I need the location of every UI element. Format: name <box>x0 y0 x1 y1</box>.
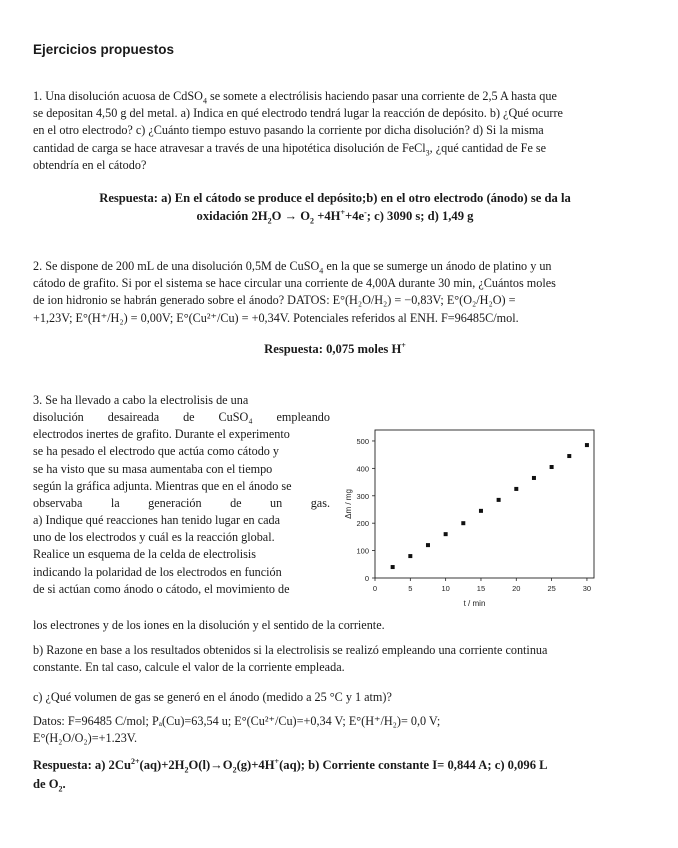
y-axis-label: Δm / mg <box>344 489 353 519</box>
y-tick-label: 400 <box>356 464 369 474</box>
exercise-3-line: observaba la generación de un gas. <box>33 495 330 510</box>
exercise-1-answer: Respuesta: a) En el cátodo se produce el depósito;b) en el otro electrodo (ánodo) se da la oxidación $2H_2O \to O_2 +4H^++4e^-$; c) 3090 s; d) 1,49 g <box>99 191 571 226</box>
y-tick-label: 100 <box>356 546 369 556</box>
data-point <box>497 498 501 502</box>
exercise-3-line: 3. Se ha llevado a cabo la electrolisis de una <box>33 393 249 407</box>
exercise-3-line: se ha pesado el electrodo que actúa como cátodo y <box>33 444 280 459</box>
data-point <box>514 487 518 491</box>
data-point <box>391 565 395 569</box>
x-tick-label: 20 <box>512 584 521 593</box>
section-heading: Ejercicios propuestos <box>33 42 175 57</box>
exercise-3-intro <box>33 392 330 598</box>
exercise-3-line: uno de los electrodos y cuál es la reacción global. <box>33 530 275 545</box>
exercise-3-line: a) Indique qué reacciones han tenido lugar en cada <box>33 513 281 528</box>
data-point <box>426 543 430 547</box>
x-tick-label: 10 <box>441 584 450 593</box>
exercise-3-answer: Respuesta: a) $2Cu^{2+}(aq)+2H_2O(l)\to O_2(g)+4H^+(aq)$; b) Corriente constante I= 0,844 A; c) 0,096 L de $O_2$. <box>33 756 548 794</box>
exercise-3-line: se ha visto que su masa aumentaba con el tiempo <box>33 461 273 476</box>
y-tick-label: 300 <box>356 491 369 501</box>
exercise-3-line: Realice un esquema de la celda de electrolisis <box>33 547 256 562</box>
exercise-3-line: de si actúan como ánodo o cátodo, el movimiento de <box>33 581 290 596</box>
exercise-3-continuation: los electrones y de los iones en la disolución y el sentido de la corriente. <box>33 618 385 632</box>
data-point <box>408 554 412 558</box>
x-tick-label: 30 <box>582 584 592 593</box>
exercise-3-part-c: c) ¿Qué volumen de gas se generó en el ánodo (medido a 25 °C y 1 atm)? <box>33 690 392 704</box>
x-tick-label: 0 <box>372 584 378 593</box>
x-tick-label: 5 <box>408 584 413 593</box>
x-tick-label: 25 <box>547 584 556 593</box>
exercise-2-statement: 2. Se dispone de 200 mL de una disolución 0,5M de CuSO$_4$ en la que se sumerge un ánodo de platino y un cátodo de grafito. Si por el sistema se hace circular una corriente de 4,00A durante 30 min, ¿Cuántos moles de ion hidronio se habrán generado sobre el ánodo? DATOS: E°(H₂O/H₂) = −0,83V; E°(O₂/H₂O) = +1,23V; E°(H⁺/H₂) = 0,00V; E°(Cu²⁺/Cu) = +0,34V. Potenciales referidos al ENH. F=96485C/mol. <box>33 259 556 325</box>
y-tick-label: 0 <box>364 574 369 583</box>
data-point <box>444 532 448 536</box>
mass-vs-time-chart <box>338 422 600 612</box>
exercise-3-part-b: b) Razone en base a los resultados obtenidos si la electrolisis se realizó empleando una corriente continua constante. En tal caso, calcule el valor de la corriente empleada. <box>33 643 548 675</box>
data-point <box>567 454 571 458</box>
exercise-2-answer: Respuesta: 0,075 moles H+ <box>264 340 406 356</box>
exercise-3-line: según la gráfica adjunta. Mientras que en el ánodo se <box>33 478 292 493</box>
exercise-1-statement: 1. Una disolución acuosa de CdSO$_4$ se somete a electrólisis haciendo pasar una corriente de 2,5 A hasta que se depositan 4,50 g del metal. a) Indica en qué electrodo tendrá lugar la reacción de depósito. b) ¿Qué ocurre en el otro electrodo? c) ¿Cuánto tiempo estuvo pasando la corriente por dicha disolución? d) Si la misma cantidad de carga se hace atravesar a través de una hipotética disolución de FeCl$_3$, ¿qué cantidad de Fe se obtendría en el cátodo? <box>33 89 563 172</box>
data-point <box>550 465 554 469</box>
exercise-3-line: disolución desaireada de CuSO₄ empleando <box>33 410 330 425</box>
data-point <box>479 509 483 513</box>
x-axis-label: t / min <box>463 599 486 608</box>
data-point <box>461 521 465 525</box>
y-tick-label: 200 <box>356 519 369 529</box>
y-tick-label: 500 <box>356 436 369 446</box>
exercise-3-line: electrodos inertes de grafito. Durante el experimento <box>33 427 290 442</box>
data-point <box>532 476 536 480</box>
plot-frame <box>375 430 594 578</box>
x-tick-label: 15 <box>476 584 486 593</box>
exercise-3-line: indicando la polaridad de los electrodos en función <box>33 564 282 579</box>
exercise-3-data: Datos: F=96485 C/mol; Pₐ(Cu)=63,54 u; E°(Cu²⁺/Cu)=+0,34 V; E°(H⁺/H₂)= 0,0 V; E°(H₂O/O₂)=+1.23V. <box>33 714 441 746</box>
data-point <box>585 443 589 447</box>
